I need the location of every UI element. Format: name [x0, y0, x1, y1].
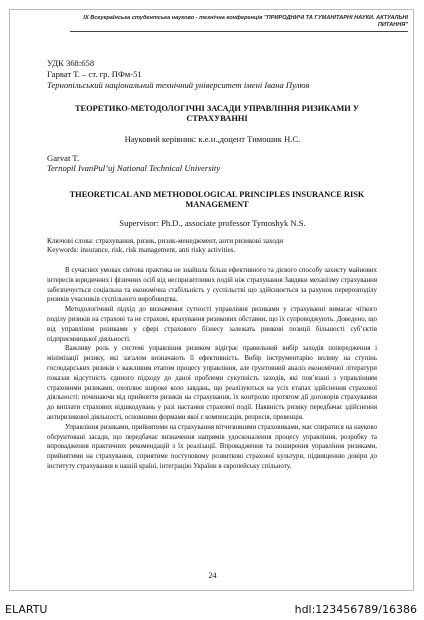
- author-ua: Гарват Т. – ст. гр. ПФм-51: [47, 69, 142, 79]
- footer-repository-label: ELARTU: [5, 603, 48, 616]
- footer-bar: [0, 598, 424, 620]
- paragraph-2: Методологічний підхід до визначення сутності управління ризиками у страхуванні вимагає чіткого поділу ризиків на страхові та не страхові, врахування ризикових обставин, що їх супроводжують. Доведено, що від управління ризиками у сфері страхового бізнесу залежать ринкові позиції більшості суб’єктів підприємницької діяльності.: [47, 306, 377, 343]
- document-page: [9, 9, 414, 591]
- title-ua: ТЕОРЕТИКО-МЕТОДОЛОГІЧНІ ЗАСАДИ УПРАВЛІННЯ РИЗИКАМИ У СТРАХУВАННІ: [74, 104, 360, 123]
- conference-header: IX Всеукраїнська студентська науково - технічна конференція "ПРИРОДНИЧІ ТА ГУМАНІТАРНІ НАУКИ. АКТУАЛЬНІ ПИТАННЯ": [83, 15, 408, 28]
- paragraph-4: Управління ризиками, прийнятими на страхування вітчизняними страховиками, має спиратися на науково обґрунтовані засади, що передбачає визначення напрямів удосконалення процесу управління, розробку та впровадження практичних рекомендацій з їх реалізації. Впровадження та поширення управління ризиками, прийнятими на страхування, сприятиме поступовому розвиткові страхової культури, підвищенню довіри до інституту страхування в нашій країні, інтеграцію України в європейську спільноту.: [47, 423, 377, 470]
- supervisor-ua: Науковий керівник: к.е.н.,доцент Тимошик Н.С.: [124, 134, 301, 144]
- footer-handle: hdl:123456789/16386: [294, 603, 417, 616]
- body-text: [47, 266, 377, 472]
- keywords-en: Keywords: insurance, risk, risk management, anti risky activities.: [47, 246, 236, 254]
- supervisor-en: Supervisor: Ph.D., associate professor Tymoshyk N.S.: [119, 218, 306, 228]
- title-en: THEORETICAL AND METHODOLOGICAL PRINCIPLES INSURANCE RISK MANAGEMENT: [69, 190, 365, 209]
- affiliation-en: Ternopil IvanPul’uj National Technical University: [47, 163, 221, 173]
- paragraph-3: Важливу роль у системі управління ризиком відіграє правильний вибір заходів попередження і мінімізації ризику, які загалом визначають її ефективність. Вибір інструментарію впливу на ступінь господарських ризиків є важливим етапом процесу управління, але ґрунтовний аналіз економічної літератури показав відсутність єдиного підходу до даної проблеми сукупність заходів, які пов’язані з управлінням страховими ризиками, охоплює широке коло завдань, що реалізуються на усіх етапах здійснення страхової діяльності: починаючи від прийняття ризиків на страхування, їх контролю протягом дії договорів страхування до виплати страхових відшкодувань у разі настання страхової події. Наявність ризику передбачає здійснення антиризикової діяльності, основними формами якої є компенсація, репресія, превенція.: [47, 345, 377, 421]
- keywords-ua: Ключові слова: страхування, ризик, ризик-менеджмент, анти ризикові заходи: [47, 237, 284, 245]
- affiliation-ua: Тернопільський національний технічний університет імені Івана Пулюя: [47, 80, 310, 90]
- page-number: 24: [208, 571, 217, 580]
- paragraph-1: В сучасних умовах світова практика не знайшла більш ефективного та дієвого способу захисту майнових інтересів юридичних і фізичних осіб від неспризитливих подій ніж страхування Завдяки механізму страхування забезпечується соціальна та економічна стабільність у суспільстві що здійснюється за рахунок перерозподілу ризиків учасників суспільного виробництва.: [47, 267, 377, 304]
- header-rule: [70, 31, 408, 32]
- author-en: Garvat T.: [47, 153, 80, 163]
- udc-code: УДК 368:658: [47, 58, 95, 68]
